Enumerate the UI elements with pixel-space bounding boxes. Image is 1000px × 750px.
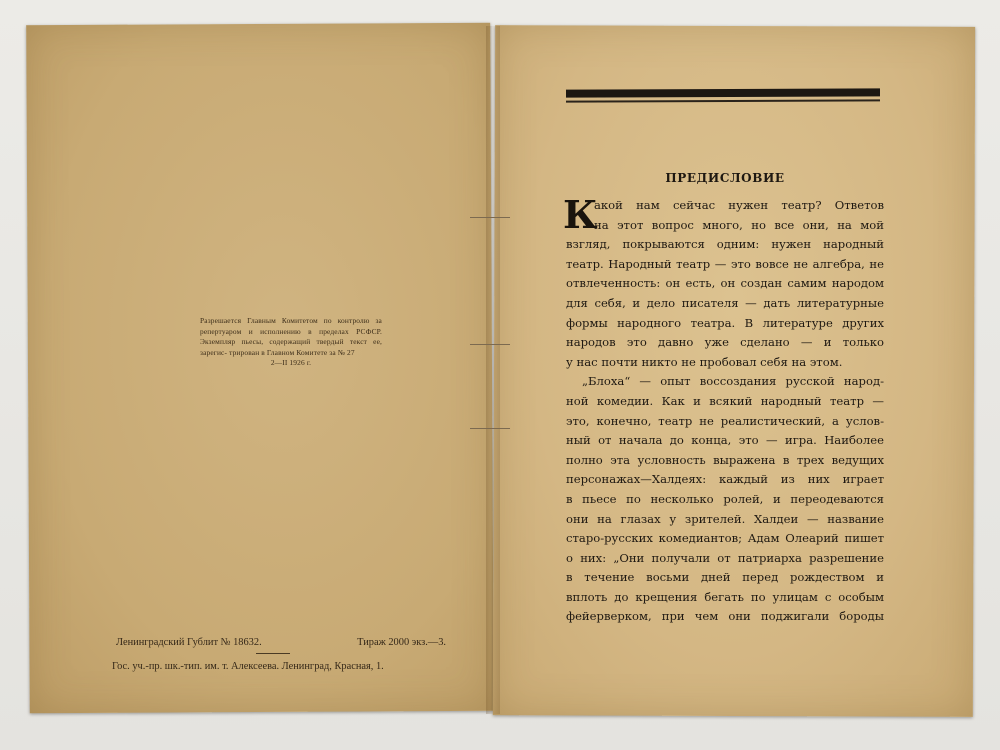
text-line: о них: „Они получали от патриарха разрешение [566,550,884,565]
imprint-line [116,637,446,648]
binding-stitch [470,428,510,429]
text-line: фейерверком, при чем они поджигали бороды [566,609,884,624]
text-line: для себя, и дело писателя — дать литературные [566,295,884,310]
text-line: акой нам сейчас нужен театр? Ответов [594,198,884,212]
text-line: старо-русских комедиантов; Адам Олеарий пишет [566,531,884,546]
censorship-line: в пределах РСФСР. Экземпляр пьесы, [200,326,382,347]
print-run: Тираж 2000 экз.—3. [357,637,446,648]
censorship-line: трирован в Главном Комитете за № 27 [229,347,355,357]
text-line: персонажах—Халдеях: каждый из них играет [566,472,884,487]
header-rule-thick [566,88,880,97]
text-line: театр. Народный театр — это вовсе не алгебра, не [566,256,884,271]
text-line: на этот вопрос много, но все они, на мой [594,217,884,232]
text-line: в пьесе по несколько ролей, и переодеваются [566,491,884,506]
text-line: в течение восьми дней перед рождеством и [566,570,884,585]
text-line: отвлеченность: он есть, он создан самим народом [566,276,884,291]
gublit-number: Ленинградский Гублит № 18632. [116,637,262,648]
text-line: у нас почти никто не пробовал себя на этом. [566,354,843,369]
censorship-line: содержащий твердый текст ее, зарегис- [200,337,382,357]
text-line: взгляд, покрываются одним: нужен народный [566,237,884,252]
text-line: народов это давно уже сделано — и только [566,335,884,350]
printer-line: Гос. уч.-пр. шк.-тип. им. т. Алексеева. Ленинград, Красная, 1. [112,661,384,672]
text-line: „Блоха“ — опыт воссоздания русской народ- [582,374,884,389]
censorship-note [200,316,382,369]
preface-text [566,196,884,627]
censorship-line: 2—II 1926 г. [270,358,312,368]
text-line: формы народного театра. В литературе других [566,315,884,330]
text-line: они на глазах у зрителей. Халдеи — название [566,511,884,526]
page-title: ПРЕДИСЛОВИЕ [665,171,785,185]
binding-stitch [470,217,510,218]
text-line: ной комедии. Как и всякий народный театр — [566,393,884,408]
text-line: вплоть до крещения бегать по улицам с особым [566,589,884,604]
book-gutter [486,26,500,714]
text-line: это, конечно, театр не реалистический, а услов- [566,413,884,428]
text-line: ный от начала до конца, это — игра. Наиболее [566,433,884,448]
drop-cap: К [563,192,598,237]
text-line: полно эта условность выражена в трех ведущих [566,452,884,467]
censorship-line: Разрешается Главным Комитетом по [200,316,332,325]
imprint-divider [256,653,290,654]
binding-stitch [470,344,510,345]
censorship-line: контролю за репертуаром и исполнению [200,316,382,336]
